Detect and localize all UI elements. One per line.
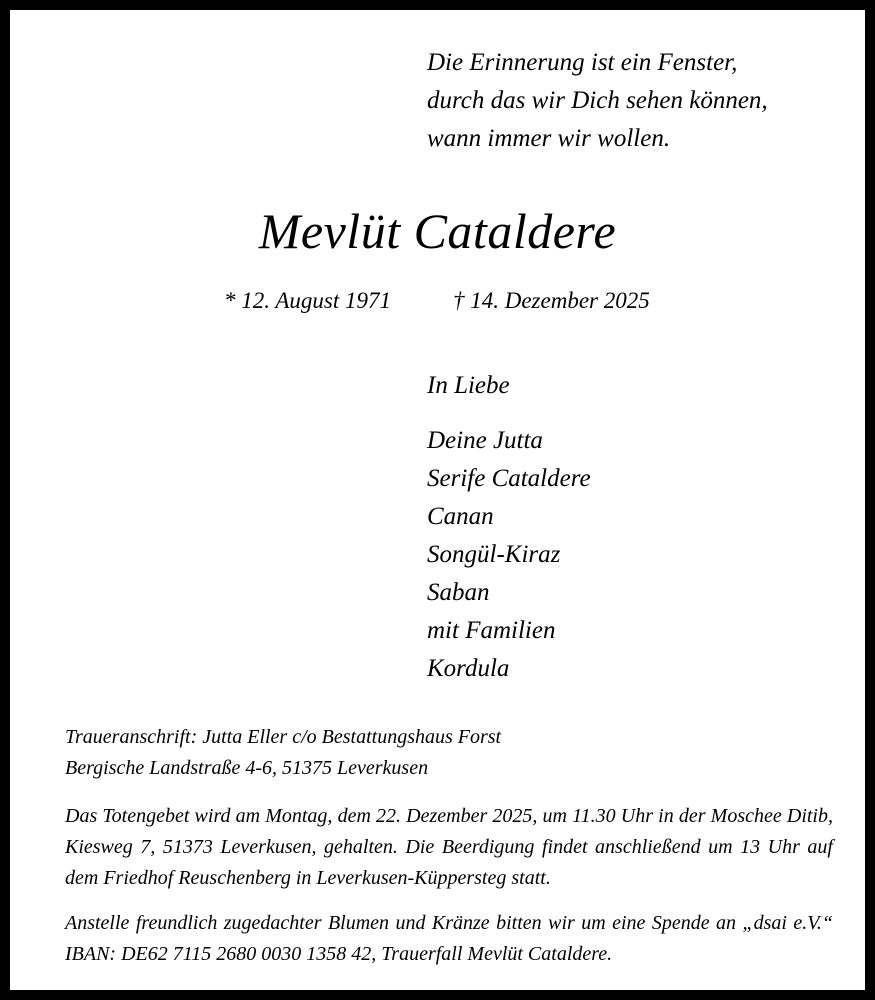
verse-line-1: Die Erinnerung ist ein Fenster, <box>427 49 738 76</box>
mourner-name: Kordula <box>427 655 510 682</box>
ceremony-details: Das Totengebet wird am Montag, dem 22. Dezember 2025, um 11.30 Uhr in der Moschee Ditib, Kiesweg 7, 51373 Leverkusen, gehalten. Die Beerdigung findet anschließend um 13 Uhr auf dem Friedhof Reuschenberg in Leverkusen-Küppersteg statt. <box>65 805 833 889</box>
mourning-address <box>65 722 501 784</box>
deceased-name: Mevlüt Cataldere <box>258 203 617 259</box>
death-date: † 14. Dezember 2025 <box>452 288 650 313</box>
mourner-name: Songül-Kiraz <box>427 541 561 568</box>
memorial-verse <box>427 44 768 158</box>
address-line-1: Traueranschrift: Jutta Eller c/o Bestattungshaus Forst <box>65 726 502 748</box>
verse-line-2: durch das wir Dich sehen können, <box>427 87 768 114</box>
mourner-name: Serife Cataldere <box>427 465 591 492</box>
mourners-block <box>427 367 591 688</box>
mourner-name: Canan <box>427 503 494 530</box>
mourner-name: mit Familien <box>427 617 556 644</box>
mourner-name: Saban <box>427 579 490 606</box>
mourner-name: Deine Jutta <box>427 427 543 454</box>
mourners-intro: In Liebe <box>427 372 510 399</box>
donation-request: Anstelle freundlich zugedachter Blumen und Kränze bitten wir um eine Spende an „dsai e.V.“ IBAN: DE62 7115 2680 0030 1358 42, Trauerfall Mevlüt Cataldere. <box>65 912 833 965</box>
address-line-2: Bergische Landstraße 4-6, 51375 Leverkusen <box>65 757 429 779</box>
verse-line-3: wann immer wir wollen. <box>427 125 671 152</box>
life-dates <box>224 286 650 316</box>
birth-date: * 12. August 1971 <box>224 288 391 313</box>
notice-inner <box>10 10 865 990</box>
